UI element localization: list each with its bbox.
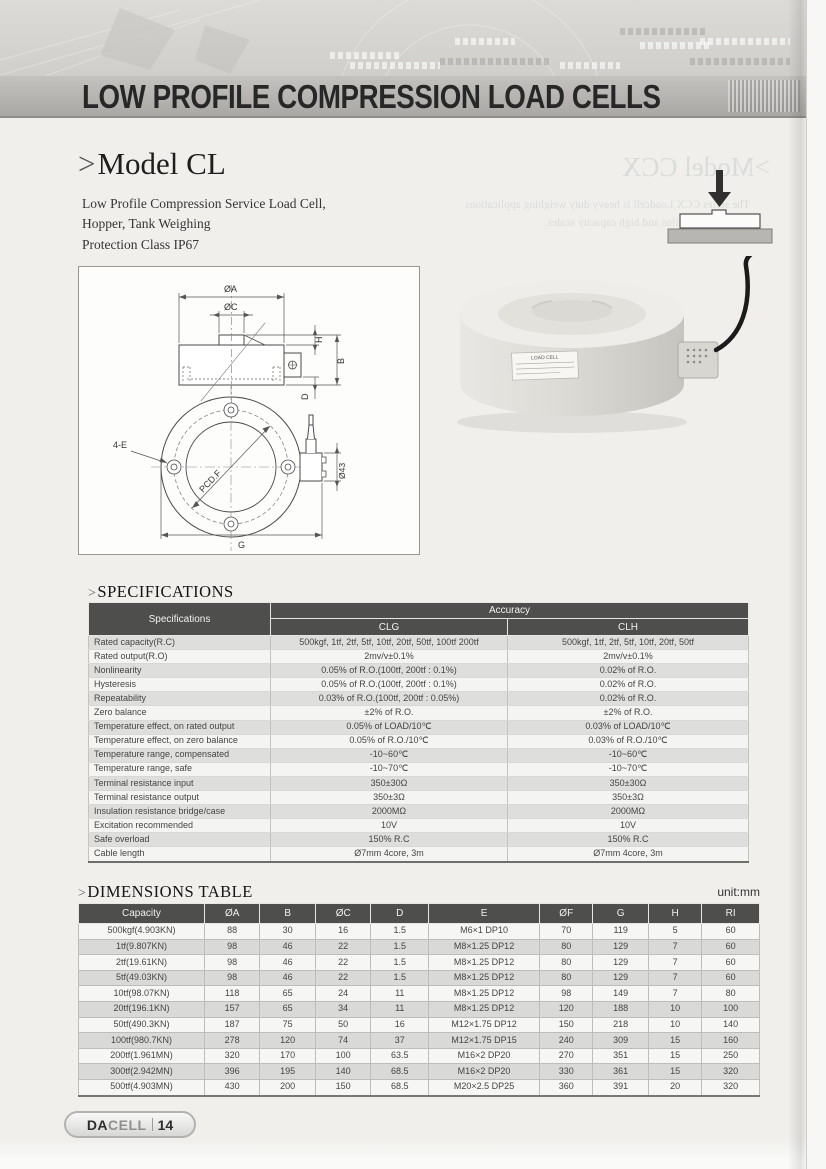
table-row xyxy=(79,1079,760,1095)
cell-value: 46 xyxy=(260,939,316,955)
row-label: 500kgf(4.903KN) xyxy=(79,924,205,940)
heading-prefix: > xyxy=(78,146,96,181)
cell-value: 80 xyxy=(702,986,760,1002)
table-row xyxy=(89,819,749,833)
cell-value: 150% R.C xyxy=(508,833,749,847)
cell-value: 10 xyxy=(648,1017,701,1033)
page-title: LOW PROFILE COMPRESSION LOAD CELLS xyxy=(82,78,661,115)
cell-value: 2000MΩ xyxy=(508,805,749,819)
row-label: 5tf(49.03KN) xyxy=(79,970,205,986)
row-label: 100tf(980.7KN) xyxy=(79,1033,205,1049)
cell-value: 0.02% of R.O. xyxy=(508,678,749,692)
column-header: G xyxy=(593,904,649,924)
cell-value: 0.05% of R.O.(100tf, 200tf : 0.1%) xyxy=(271,664,508,678)
table-row xyxy=(89,678,749,692)
cell-value: 200 xyxy=(260,1079,316,1095)
cell-value: 140 xyxy=(315,1064,371,1080)
pixel-decoration xyxy=(560,62,620,69)
cell-value: M8×1.25 DP12 xyxy=(429,939,540,955)
footer-brand-badge xyxy=(64,1111,196,1138)
pixel-decoration xyxy=(700,38,790,45)
cell-value: -10~70℃ xyxy=(508,762,749,776)
dimensions-table xyxy=(78,903,760,1097)
pixel-decoration xyxy=(620,28,705,35)
cell-value: 98 xyxy=(204,955,260,971)
cell-value: M16×2 DP20 xyxy=(429,1048,540,1064)
row-label: Temperature effect, on zero balance xyxy=(89,734,271,748)
cell-value: 278 xyxy=(204,1033,260,1049)
cell-value: Ø7mm 4core, 3m xyxy=(271,847,508,862)
cell-value: 129 xyxy=(593,939,649,955)
cell-value: 150% R.C xyxy=(271,833,508,847)
table-row xyxy=(89,734,749,748)
cell-value: 170 xyxy=(260,1048,316,1064)
cell-value: 120 xyxy=(540,1001,593,1017)
cell-value: 22 xyxy=(315,955,371,971)
pixel-decoration xyxy=(455,38,515,45)
cell-value: 1.5 xyxy=(371,970,429,986)
cell-value: 46 xyxy=(260,955,316,971)
corner-header: Specifications xyxy=(89,603,271,636)
cell-value: 65 xyxy=(260,986,316,1002)
cell-value: 149 xyxy=(593,986,649,1002)
cell-value: 68.5 xyxy=(371,1064,429,1080)
cell-value: 10 xyxy=(648,1001,701,1017)
dim-label: PCD.F xyxy=(197,468,224,495)
heading-prefix: > xyxy=(78,886,87,901)
column-header: E xyxy=(429,904,540,924)
row-label: 2tf(19.61KN) xyxy=(79,955,205,971)
cell-value: 2mv/v±0.1% xyxy=(271,650,508,664)
dimensions-heading xyxy=(78,882,253,902)
cell-value: 120 xyxy=(260,1033,316,1049)
column-header: ØC xyxy=(315,904,371,924)
dim-label: D xyxy=(300,393,310,400)
cell-value: 129 xyxy=(593,970,649,986)
cell-value: 500kgf, 1tf, 2tf, 5tf, 10tf, 20tf, 50tf xyxy=(508,636,749,650)
cell-value: 68.5 xyxy=(371,1079,429,1095)
bottom-fade xyxy=(0,1140,806,1169)
table-row xyxy=(79,1001,760,1017)
row-label: Zero balance xyxy=(89,706,271,720)
cell-value: 350±30Ω xyxy=(271,776,508,790)
table-row xyxy=(89,664,749,678)
load-cell-profile xyxy=(680,210,760,228)
cell-value: 150 xyxy=(315,1079,371,1095)
table-row xyxy=(89,706,749,720)
cell-value: 11 xyxy=(371,986,429,1002)
row-label: Excitation recommended xyxy=(89,819,271,833)
table-row xyxy=(79,924,760,940)
table-row xyxy=(79,970,760,986)
cell-value: 16 xyxy=(371,1017,429,1033)
cell-value: M16×2 DP20 xyxy=(429,1064,540,1080)
row-label: 20tf(196.1KN) xyxy=(79,1001,205,1017)
table-row xyxy=(89,791,749,805)
cell-value: 16 xyxy=(315,924,371,940)
cell-value: M20×2.5 DP25 xyxy=(429,1079,540,1095)
table-row xyxy=(79,955,760,971)
column-header: H xyxy=(648,904,701,924)
dim-label: B xyxy=(336,357,346,364)
dim-label: H xyxy=(314,336,324,343)
description-line: Protection Class IP67 xyxy=(82,236,199,252)
cell-value: 15 xyxy=(648,1048,701,1064)
product-label xyxy=(512,351,579,380)
cell-value: 11 xyxy=(371,1001,429,1017)
specifications-heading xyxy=(88,582,234,602)
column-header: RI xyxy=(702,904,760,924)
pixel-decoration xyxy=(330,52,400,59)
cell-value: 50 xyxy=(315,1017,371,1033)
cell-value: 250 xyxy=(702,1048,760,1064)
cell-value: 320 xyxy=(702,1079,760,1095)
cell-value: 320 xyxy=(702,1064,760,1080)
cell-value: 30 xyxy=(260,924,316,940)
cell-value: 7 xyxy=(648,970,701,986)
row-label: Rated capacity(R.C) xyxy=(89,636,271,650)
cell-value: 157 xyxy=(204,1001,260,1017)
cell-value: 1.5 xyxy=(371,939,429,955)
table-row xyxy=(79,1017,760,1033)
cell-value: 60 xyxy=(702,970,760,986)
specifications-table xyxy=(88,602,749,863)
row-label: Nonlinearity xyxy=(89,664,271,678)
cell-value: 187 xyxy=(204,1017,260,1033)
cell-value: 330 xyxy=(540,1064,593,1080)
cell-value: -10~60℃ xyxy=(508,748,749,762)
cell-value: 2mv/v±0.1% xyxy=(508,650,749,664)
cell-value: 100 xyxy=(702,1001,760,1017)
cell-value: 0.05% of R.O./10℃ xyxy=(271,734,508,748)
table-row xyxy=(89,776,749,790)
cell-value: 65 xyxy=(260,1001,316,1017)
cell-value: 60 xyxy=(702,924,760,940)
row-label: 10tf(98.07KN) xyxy=(79,986,205,1002)
dimensions-heading-text: DIMENSIONS TABLE xyxy=(87,882,253,901)
column-header-clh: CLH xyxy=(508,619,749,636)
page-edge-shadow xyxy=(788,0,806,1169)
cell-value: 350±3Ω xyxy=(271,791,508,805)
table-row xyxy=(79,939,760,955)
cell-value: 195 xyxy=(260,1064,316,1080)
heading-prefix: > xyxy=(88,586,97,601)
cell-value: 350±30Ω xyxy=(508,776,749,790)
footer-divider xyxy=(152,1118,153,1131)
cell-value: 63.5 xyxy=(371,1048,429,1064)
cell-value: 0.02% of R.O. xyxy=(508,664,749,678)
cell-value: 98 xyxy=(204,970,260,986)
cell-value: 7 xyxy=(648,939,701,955)
row-label: Temperature range, safe xyxy=(89,762,271,776)
model-description xyxy=(82,194,326,255)
cell-value: 74 xyxy=(315,1033,371,1049)
cell-value: 1.5 xyxy=(371,955,429,971)
cell-value: 46 xyxy=(260,970,316,986)
dim-label: 4-E xyxy=(113,440,128,450)
cell-value: 500kgf, 1tf, 2tf, 5tf, 10tf, 20tf, 50tf, 100tf 200tf xyxy=(271,636,508,650)
pixel-decoration xyxy=(440,58,550,65)
cell-value: 20 xyxy=(648,1079,701,1095)
row-label: Repeatability xyxy=(89,692,271,706)
cell-value: 360 xyxy=(540,1079,593,1095)
cell-value: 160 xyxy=(702,1033,760,1049)
ghost-line: mixers, tanks, silos and high capacity scales. xyxy=(544,217,750,230)
cell-value: M8×1.25 DP12 xyxy=(429,970,540,986)
table-row xyxy=(79,1048,760,1064)
table-row xyxy=(89,762,749,776)
cell-value: -10~70℃ xyxy=(271,762,508,776)
pixel-decoration xyxy=(690,58,790,65)
cell-value: 350±3Ω xyxy=(508,791,749,805)
row-label: Terminal resistance output xyxy=(89,791,271,805)
cell-value: 80 xyxy=(540,970,593,986)
dim-label: G xyxy=(238,540,246,550)
table-row xyxy=(89,748,749,762)
cell-value: 15 xyxy=(648,1033,701,1049)
cell-value: M8×1.25 DP12 xyxy=(429,1001,540,1017)
cell-value: 7 xyxy=(648,986,701,1002)
row-label: Cable length xyxy=(89,847,271,862)
cell-value: 320 xyxy=(204,1048,260,1064)
product-photo xyxy=(450,256,760,446)
row-label: Safe overload xyxy=(89,833,271,847)
unit-label: unit:mm xyxy=(717,885,760,899)
ghost-line: The series CCX Loadcell is heavy duty weighing applications xyxy=(465,199,750,211)
cell-value: Ø7mm 4core, 3m xyxy=(508,847,749,862)
cell-value: 1.5 xyxy=(371,924,429,940)
column-header-clg: CLG xyxy=(271,619,508,636)
cell-value: 80 xyxy=(540,955,593,971)
technical-drawing xyxy=(78,266,420,555)
column-header: B xyxy=(260,904,316,924)
table-row xyxy=(89,847,749,862)
cable-connector xyxy=(678,342,718,378)
header-band xyxy=(0,0,806,78)
column-header: ØF xyxy=(540,904,593,924)
cell-value: 98 xyxy=(540,986,593,1002)
cell-value: 7 xyxy=(648,955,701,971)
base-plate xyxy=(668,229,772,243)
cell-value: M8×1.25 DP12 xyxy=(429,955,540,971)
cell-value: 118 xyxy=(204,986,260,1002)
cell-value: 10V xyxy=(508,819,749,833)
table-row xyxy=(79,986,760,1002)
table-row xyxy=(89,805,749,819)
cell-value: 396 xyxy=(204,1064,260,1080)
row-label: Rated output(R.O) xyxy=(89,650,271,664)
table-row xyxy=(89,650,749,664)
cell-value: 22 xyxy=(315,970,371,986)
cell-value: 218 xyxy=(593,1017,649,1033)
cell-value: 270 xyxy=(540,1048,593,1064)
cell-value: 150 xyxy=(540,1017,593,1033)
row-label: Temperature range, compensated xyxy=(89,748,271,762)
row-label: 500tf(4.903MN) xyxy=(79,1079,205,1095)
cell-value: 351 xyxy=(593,1048,649,1064)
cell-value: 2000MΩ xyxy=(271,805,508,819)
row-label: 1tf(9.807KN) xyxy=(79,939,205,955)
row-label: Hysteresis xyxy=(89,678,271,692)
cell-value: M12×1.75 DP15 xyxy=(429,1033,540,1049)
cell-value: 100 xyxy=(315,1048,371,1064)
cable xyxy=(716,256,754,350)
pixel-decoration xyxy=(350,62,440,69)
cell-value: M12×1.75 DP12 xyxy=(429,1017,540,1033)
column-header: D xyxy=(371,904,429,924)
cell-value: 240 xyxy=(540,1033,593,1049)
row-label: Temperature effect, on rated output xyxy=(89,720,271,734)
specifications-heading-text: SPECIFICATIONS xyxy=(97,582,234,601)
cell-value: -10~60℃ xyxy=(271,748,508,762)
row-label: 200tf(1.961MN) xyxy=(79,1048,205,1064)
cell-value: 309 xyxy=(593,1033,649,1049)
model-name: Model CL xyxy=(97,146,226,181)
description-line: Hopper, Tank Weighing xyxy=(82,216,211,232)
cell-value: 60 xyxy=(702,939,760,955)
cell-value: M8×1.25 DP12 xyxy=(429,986,540,1002)
cell-value: 37 xyxy=(371,1033,429,1049)
cell-value: 98 xyxy=(204,939,260,955)
cell-value: ±2% of R.O. xyxy=(271,706,508,720)
cell-value: 0.02% of R.O. xyxy=(508,692,749,706)
cell-value: 0.05% of R.O.(100tf, 200tf : 0.1%) xyxy=(271,678,508,692)
table-row xyxy=(89,692,749,706)
dim-label: ØA xyxy=(224,284,238,294)
cell-value: ±2% of R.O. xyxy=(508,706,749,720)
table-row xyxy=(89,720,749,734)
table-row xyxy=(79,1064,760,1080)
cell-value: 70 xyxy=(540,924,593,940)
cell-value: 22 xyxy=(315,939,371,955)
column-header: ØA xyxy=(204,904,260,924)
cell-value: 430 xyxy=(204,1079,260,1095)
row-label: Terminal resistance input xyxy=(89,776,271,790)
page-edge xyxy=(806,0,826,1169)
cell-value: 140 xyxy=(702,1017,760,1033)
svg-text:LOAD CELL: LOAD CELL xyxy=(530,354,559,362)
row-label: 50tf(490.3KN) xyxy=(79,1017,205,1033)
dim-label: ØC xyxy=(224,302,238,312)
cell-value: 5 xyxy=(648,924,701,940)
cell-value: 0.05% of LOAD/10℃ xyxy=(271,720,508,734)
cell-value: 80 xyxy=(540,939,593,955)
dim-label: Ø43 xyxy=(337,462,347,479)
cell-value: 10V xyxy=(271,819,508,833)
brand-name-bold: DA xyxy=(86,1116,109,1133)
page-number: 14 xyxy=(157,1116,174,1133)
row-label: Insulation resistance bridge/case xyxy=(89,805,271,819)
down-arrow-icon xyxy=(708,170,731,207)
row-label: 300tf(2.942MN) xyxy=(79,1064,205,1080)
table-row xyxy=(79,1033,760,1049)
brand-name-light: CELL xyxy=(108,1116,147,1133)
ghost-title: >Model CCX xyxy=(622,152,770,182)
cell-value: 34 xyxy=(315,1001,371,1017)
model-heading xyxy=(78,146,226,182)
cell-value: 0.03% of R.O./10℃ xyxy=(508,734,749,748)
group-header: Accuracy xyxy=(271,603,749,619)
dimensions-header-row xyxy=(79,904,760,924)
load-direction-diagram xyxy=(658,166,784,262)
cell-value: 88 xyxy=(204,924,260,940)
cell-value: 391 xyxy=(593,1079,649,1095)
cell-value: M6×1 DP10 xyxy=(429,924,540,940)
cell-value: 24 xyxy=(315,986,371,1002)
cell-value: 60 xyxy=(702,955,760,971)
cell-value: 15 xyxy=(648,1064,701,1080)
table-row xyxy=(89,833,749,847)
title-bar xyxy=(0,76,806,118)
table-row xyxy=(89,636,749,650)
cell-value: 0.03% of R.O.(100tf, 200tf : 0.05%) xyxy=(271,692,508,706)
description-line: Low Profile Compression Service Load Cell, xyxy=(82,196,326,211)
cell-value: 0.03% of LOAD/10℃ xyxy=(508,720,749,734)
cell-value: 188 xyxy=(593,1001,649,1017)
cell-value: 129 xyxy=(593,955,649,971)
cell-value: 75 xyxy=(260,1017,316,1033)
column-header: Capacity xyxy=(79,904,205,924)
cell-value: 119 xyxy=(593,924,649,940)
cell-value: 361 xyxy=(593,1064,649,1080)
